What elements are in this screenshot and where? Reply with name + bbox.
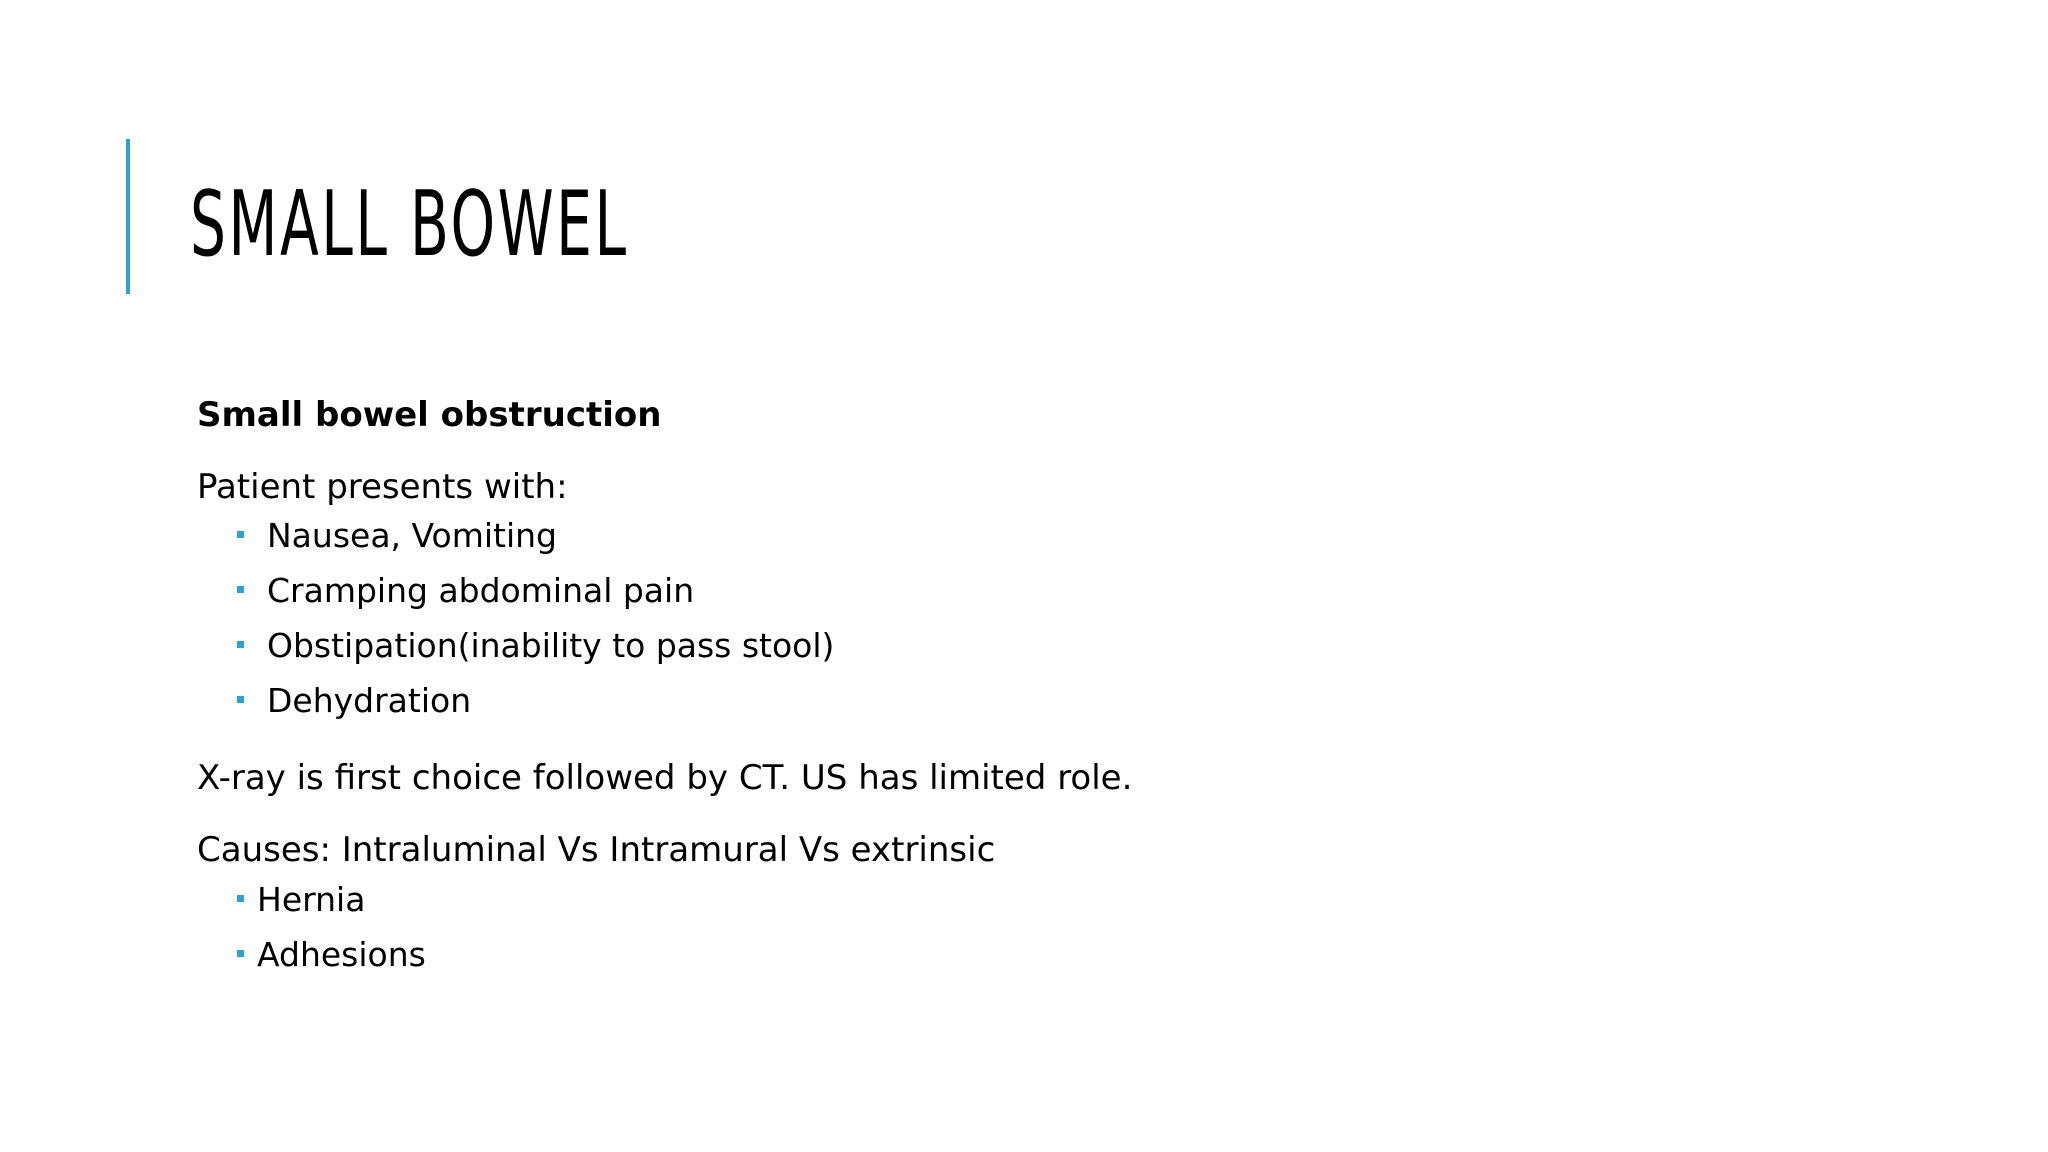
bullet-square-icon [237,950,244,957]
bullet-square-icon [237,696,244,703]
bullet-square-icon [237,641,244,648]
list-item-text: Nausea, Vomiting [267,516,558,555]
list-item-text: Cramping abdominal pain [267,571,695,610]
causes-line: Causes: Intraluminal Vs Intramural Vs extrinsic [197,830,996,870]
slide-title: SMALL BOWEL [190,172,629,277]
section-heading: Small bowel obstruction [197,395,662,435]
bullet-square-icon [237,895,244,902]
bullet-square-icon [237,531,244,538]
list-item-text: Dehydration [267,681,472,720]
imaging-note: X-ray is first choice followed by CT. US has limited role. [197,758,1133,798]
title-accent-bar [126,139,130,294]
list-item-text: Obstipation(inability to pass stool) [267,626,835,665]
list-item-text: Adhesions [257,935,426,974]
intro-text: Patient presents with: [197,467,568,507]
list-item-text: Hernia [257,880,366,919]
bullet-square-icon [237,586,244,593]
